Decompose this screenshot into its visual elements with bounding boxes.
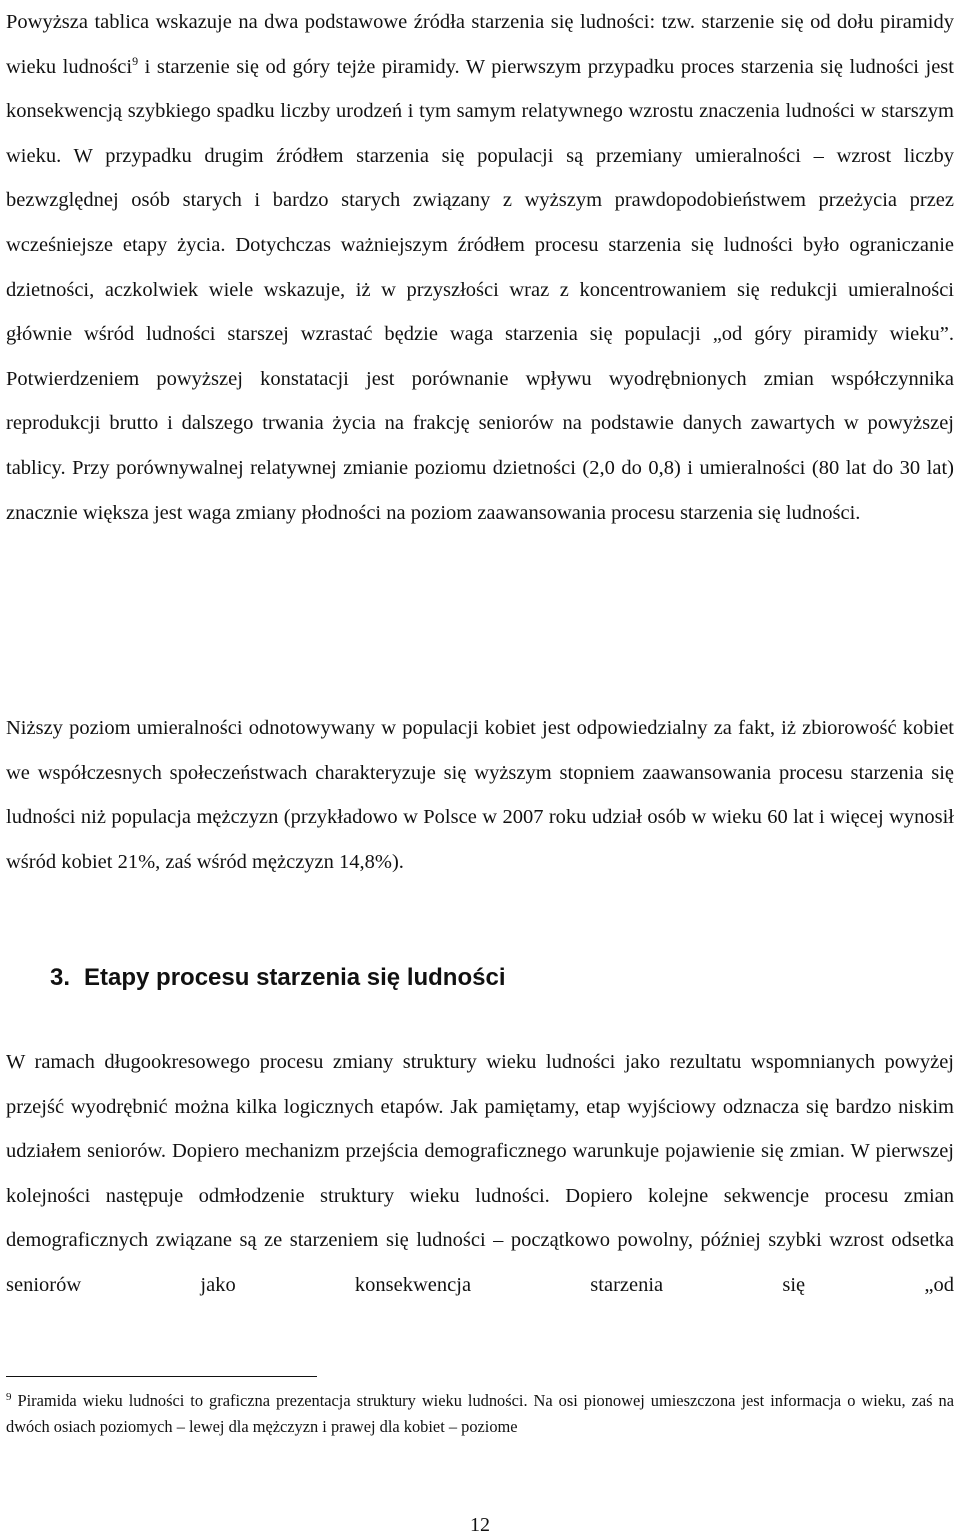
footnote xyxy=(6,1388,954,1440)
section-heading xyxy=(50,958,506,998)
footnote-reference[interactable]: 9 xyxy=(132,53,139,68)
footnote-marker: 9 xyxy=(6,1391,12,1403)
paragraph-text: Niższy poziom umieralności odnotowywany w populacji kobiet jest odpowiedzialny za fakt, iż zbiorowość kobiet we współczesnych społeczeństwach charakteryzuje się wyższym stopniem zaawansowania procesu starzenia się ludności niż populacja mężczyzn (przykładowo w Polsce w 2007 roku udział osób w wieku 60 lat i więcej wynosił wśród kobiet 21%, zaś wśród mężczyzn 14,8%). xyxy=(6,717,954,873)
paragraph-female-mortality xyxy=(6,706,954,884)
paragraph-text: W ramach długookresowego procesu zmiany struktury wieku ludności jako rezultatu wspomnianych powyżej przejść wyodrębnić można kilka logicznych etapów. Jak pamiętamy, etap wyjściowy odznacza się bardzo niskim udziałem seniorów. Dopiero mechanizm przejścia demograficznego warunkuje pojawienie się zmian. W pierwszej kolejności następuje odmłodzenie struktury wieku ludności. Dopiero kolejne sekwencje procesu zmian demograficznych związane są ze starzeniem się ludności – początkowo powolny, później szybki wzrost odsetka seniorów jako konsekwencja starzenia się „od xyxy=(6,1051,954,1296)
paragraph-text: Powyższa tablica wskazuje na dwa podstawowe źródła starzenia się ludności: tzw. starzenie się od dołu piramidy wieku ludności xyxy=(6,11,954,78)
paragraph-stages xyxy=(6,1040,954,1308)
section-title: Etapy procesu starzenia się ludności xyxy=(84,964,506,991)
paragraph-aging-sources xyxy=(6,0,954,535)
footnote-text: Piramida wieku ludności to graficzna prezentacja struktury wieku ludności. Na osi pionowej umieszczona jest informacja o wieku, zaś na dwóch osiach poziomych – lewej dla mężczyzn i prawej dla kobiet – poziome xyxy=(6,1391,954,1436)
page-number: 12 xyxy=(470,1514,490,1536)
paragraph-text: i starzenie się od góry tejże piramidy. W pierwszym przypadku proces starzenia się ludności jest konsekwencją szybkiego spadku liczby urodzeń i tym samym relatywnego wzrostu znaczenia ludności w starszym wieku. W przypadku drugim źródłem starzenia się populacji są przemiany umieralności – wzrost liczby bezwzględnej osób starych i bardzo starych związany z wyższym prawdopodobieństwem przeżycia przez wcześniejsze etapy życia. Dotychczas ważniejszym źródłem procesu starzenia się ludności było ograniczanie dzietności, aczkolwiek wiele wskazuje, iż w przyszłości wraz z koncentrowaniem się redukcji umieralności głównie wśród ludności starszej wzrastać będzie waga starzenia się populacji „od góry piramidy wieku”. Potwierdzeniem powyższej konstatacji jest porównanie wpływu wyodrębnionych zmian współczynnika reprodukcji brutto i dalszego trwania życia na frakcję seniorów na podstawie danych zawartych w powyższej tablicy. Przy porównywalnej relatywnej zmianie poziomu dzietności (2,0 do 0,8) i umieralności (80 lat do 30 lat) znacznie większa jest waga zmiany płodności na poziom zaawansowania procesu starzenia się ludności. xyxy=(6,55,954,524)
footnote-separator xyxy=(6,1376,317,1377)
section-number: 3. xyxy=(50,964,71,991)
